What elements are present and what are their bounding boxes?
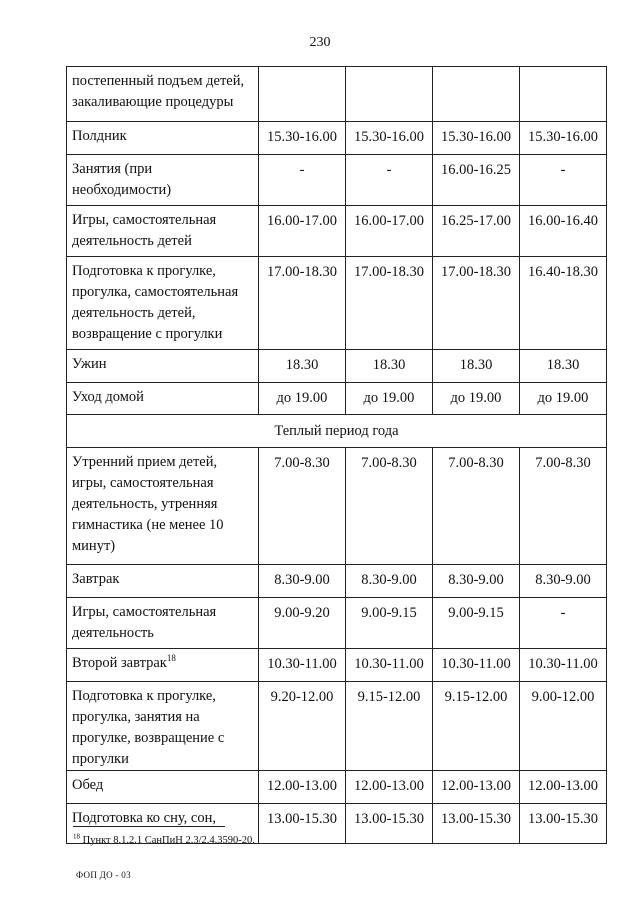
time-cell: 16.00-16.25 <box>433 155 520 206</box>
time-cell: до 19.00 <box>259 383 346 415</box>
time-cell: 13.00-15.30 <box>433 804 520 844</box>
table-row <box>67 257 607 350</box>
time-cell: 8.30-9.00 <box>433 565 520 598</box>
time-cell: 10.30-11.00 <box>346 649 433 682</box>
footnote-text: Пункт 8.1.2.1 СанПиН 2.3/2.4.3590-20. <box>82 835 255 846</box>
time-cell: 16.00-16.40 <box>520 206 607 257</box>
time-cell: 16.00-17.00 <box>346 206 433 257</box>
time-cell: 9.00-12.00 <box>520 682 607 771</box>
activity-cell <box>67 565 259 598</box>
activity-cell <box>67 682 259 771</box>
table-row <box>67 206 607 257</box>
time-cell: 8.30-9.00 <box>259 565 346 598</box>
table-row <box>67 565 607 598</box>
activity-cell <box>67 206 259 257</box>
footer-code: ФОП ДО - 03 <box>76 870 131 880</box>
time-cell: 9.00-9.15 <box>433 598 520 649</box>
activity-cell <box>67 67 259 122</box>
time-cell: 12.00-13.00 <box>259 771 346 804</box>
time-cell: 13.00-15.30 <box>520 804 607 844</box>
activity-label: Обед <box>72 777 104 793</box>
time-cell: 9.00-9.15 <box>346 598 433 649</box>
time-cell: 16.00-17.00 <box>259 206 346 257</box>
time-cell: 17.00-18.30 <box>433 257 520 350</box>
table-row <box>67 771 607 804</box>
table-row <box>67 598 607 649</box>
activity-cell <box>67 257 259 350</box>
time-cell: 18.30 <box>433 350 520 383</box>
activity-cell <box>67 448 259 565</box>
activity-cell <box>67 383 259 415</box>
activity-cell <box>67 155 259 206</box>
table-row <box>67 448 607 565</box>
time-cell: 7.00-8.30 <box>520 448 607 565</box>
time-cell: 17.00-18.30 <box>346 257 433 350</box>
activity-label: Игры, самостоятельная деятельность <box>72 604 217 641</box>
schedule-table <box>66 66 607 844</box>
table-row <box>67 67 607 122</box>
activity-label: Полдник <box>72 128 127 144</box>
time-cell: 10.30-11.00 <box>520 649 607 682</box>
activity-cell <box>67 771 259 804</box>
time-cell: - <box>346 155 433 206</box>
time-cell <box>520 67 607 122</box>
time-cell: 12.00-13.00 <box>520 771 607 804</box>
time-cell: до 19.00 <box>520 383 607 415</box>
time-cell: 8.30-9.00 <box>520 565 607 598</box>
activity-label: Второй завтрак <box>72 655 167 671</box>
time-cell: до 19.00 <box>346 383 433 415</box>
time-cell: 16.25-17.00 <box>433 206 520 257</box>
time-cell <box>346 67 433 122</box>
time-cell: 13.00-15.30 <box>259 804 346 844</box>
table-row <box>67 155 607 206</box>
activity-label: Подготовка к прогулке, прогулка, занятия на прогулке, возвращение с прогулки <box>72 688 225 767</box>
time-cell: 12.00-13.00 <box>346 771 433 804</box>
time-cell <box>433 67 520 122</box>
time-cell: 15.30-16.00 <box>259 122 346 155</box>
table-row <box>67 649 607 682</box>
time-cell: до 19.00 <box>433 383 520 415</box>
activity-label: Занятия (при необходимости) <box>72 161 172 198</box>
activity-label: Подготовка к прогулке, прогулка, самостоятельная деятельность детей, возвращение с прогулки <box>72 263 239 342</box>
activity-label: постепенный подъем детей, закаливающие процедуры <box>72 73 245 110</box>
activity-label: Уход домой <box>72 389 144 405</box>
time-cell <box>259 67 346 122</box>
activity-label: Утренний прием детей, игры, самостоятельная деятельность, утренняя гимнастика (не менее 10 минут) <box>72 454 224 554</box>
time-cell: 9.15-12.00 <box>433 682 520 771</box>
activity-label: Завтрак <box>72 571 120 587</box>
footnote-marker: 18 <box>73 832 80 841</box>
time-cell: 15.30-16.00 <box>346 122 433 155</box>
table-row <box>67 383 607 415</box>
time-cell: 13.00-15.30 <box>346 804 433 844</box>
time-cell: 15.30-16.00 <box>520 122 607 155</box>
time-cell: - <box>259 155 346 206</box>
activity-cell <box>67 350 259 383</box>
time-cell: 9.15-12.00 <box>346 682 433 771</box>
time-cell: 9.00-9.20 <box>259 598 346 649</box>
activity-cell <box>67 649 259 682</box>
time-cell: - <box>520 155 607 206</box>
section-title: Теплый период года <box>67 415 607 448</box>
time-cell: 18.30 <box>259 350 346 383</box>
time-cell: - <box>520 598 607 649</box>
footnote <box>73 832 255 846</box>
section-row <box>67 415 607 448</box>
time-cell: 7.00-8.30 <box>346 448 433 565</box>
table-row <box>67 122 607 155</box>
footnote-separator <box>73 826 225 827</box>
activity-label: Ужин <box>72 356 107 372</box>
activity-cell <box>67 598 259 649</box>
time-cell: 18.30 <box>520 350 607 383</box>
page-number: 230 <box>309 35 331 50</box>
time-cell: 16.40-18.30 <box>520 257 607 350</box>
time-cell: 7.00-8.30 <box>433 448 520 565</box>
time-cell: 17.00-18.30 <box>259 257 346 350</box>
time-cell: 9.20-12.00 <box>259 682 346 771</box>
time-cell: 18.30 <box>346 350 433 383</box>
time-cell: 8.30-9.00 <box>346 565 433 598</box>
time-cell: 10.30-11.00 <box>259 649 346 682</box>
time-cell: 10.30-11.00 <box>433 649 520 682</box>
time-cell: 15.30-16.00 <box>433 122 520 155</box>
time-cell: 7.00-8.30 <box>259 448 346 565</box>
footnote-ref: 18 <box>166 653 176 664</box>
table-row <box>67 350 607 383</box>
activity-label: Игры, самостоятельная деятельность детей <box>72 212 217 249</box>
table-row <box>67 682 607 771</box>
time-cell: 12.00-13.00 <box>433 771 520 804</box>
activity-cell <box>67 122 259 155</box>
activity-label: Подготовка ко сну, сон, <box>72 810 216 826</box>
